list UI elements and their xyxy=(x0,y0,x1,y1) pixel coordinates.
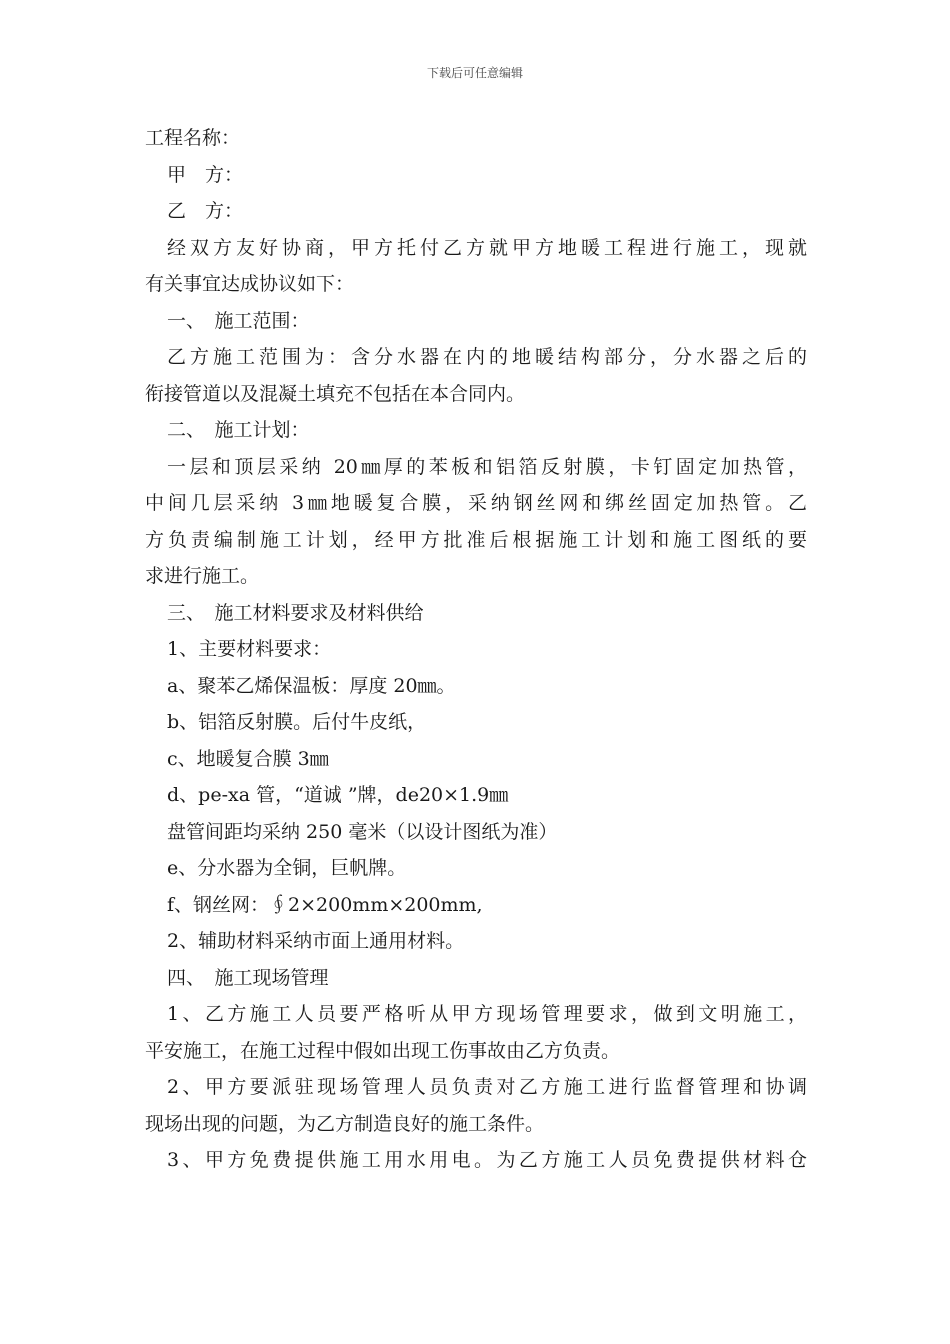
text-line: d、pe-xa 管，“道诚 ”牌，de20×1.9㎜ xyxy=(167,784,509,806)
text-line: 有关事宜达成协议如下： xyxy=(145,273,355,295)
text-line: 平安施工，在施工过程中假如出现工伤事故由乙方负责。 xyxy=(145,1039,621,1062)
text-line: 二、 施工计划： xyxy=(167,419,310,441)
text-line: 现场出现的问题，为乙方制造良好的施工条件。 xyxy=(145,1112,545,1135)
text-line: 求进行施工。 xyxy=(145,565,260,587)
text-line: 一、 施工范围： xyxy=(167,309,310,332)
document-body xyxy=(145,120,807,1179)
text-line: 1、乙方施工人员要严格听从甲方现场管理要求，做到文明施工， xyxy=(167,1003,807,1025)
text-line: 四、 施工现场管理 xyxy=(167,966,329,989)
text-line: 中间几层采纳 3㎜地暖复合膜，采纳钢丝网和绑丝固定加热管。乙 xyxy=(145,492,807,514)
text-line: 2、辅助材料采纳市面上通用材料。 xyxy=(167,930,465,952)
text-line: c、地暖复合膜 3㎜ xyxy=(167,747,329,770)
text-line: 甲 方： xyxy=(167,163,244,186)
text-line: e、分水器为全铜，巨帆牌。 xyxy=(167,857,407,879)
text-line: 工程名称： xyxy=(145,127,241,149)
page-header-note: 下载后可任意编辑 xyxy=(426,66,523,80)
text-line: b、铝箔反射膜。后付牛皮纸， xyxy=(167,711,427,733)
text-line: 1、主要材料要求： xyxy=(167,638,332,660)
text-line: 衔接管道以及混凝土填充不包括在本合同内。 xyxy=(145,382,526,405)
text-line: 方负责编制施工计划，经甲方批准后根据施工计划和施工图纸的要 xyxy=(145,528,807,551)
text-line: 2、甲方要派驻现场管理人员负责对乙方施工进行监督管理和协调 xyxy=(167,1076,807,1098)
text-line: a、聚苯乙烯保温板：厚度 20㎜。 xyxy=(167,674,456,697)
text-line: 3、甲方免费提供施工用水用电。为乙方施工人员免费提供材料仓 xyxy=(167,1149,807,1171)
text-line: 三、 施工材料要求及材料供给 xyxy=(167,601,424,624)
text-line: 经双方友好协商，甲方托付乙方就甲方地暖工程进行施工，现就 xyxy=(167,236,807,259)
text-line: 一层和顶层采纳 20㎜厚的苯板和铝箔反射膜，卡钉固定加热管， xyxy=(167,455,807,478)
text-line: 盘管间距均采纳 250 毫米（以设计图纸为准） xyxy=(167,820,558,843)
text-line: f、钢丝网：∮2×200mm×200mm, xyxy=(167,893,483,916)
text-line: 乙 方： xyxy=(167,200,244,222)
text-line: 乙方施工范围为：含分水器在内的地暖结构部分，分水器之后的 xyxy=(167,346,807,368)
